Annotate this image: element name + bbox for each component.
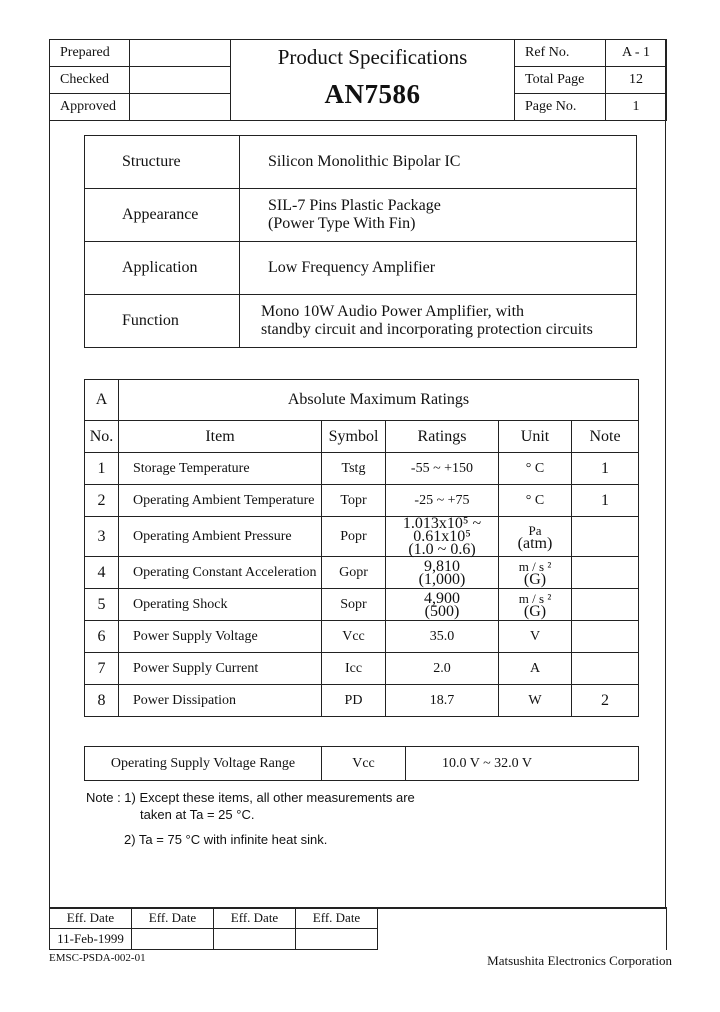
function-label: Function: [85, 295, 240, 348]
rating-line: 9,810: [424, 557, 460, 575]
approved-field: [130, 94, 231, 121]
structure-value: Silicon Monolithic Bipolar IC: [240, 136, 637, 189]
unit-line: Pa: [528, 522, 542, 538]
unit-sub: (atm): [517, 534, 553, 552]
row-note: [572, 589, 639, 621]
rating-sub: (1.0 ~ 0.6): [408, 541, 476, 558]
part-number: AN7586: [324, 79, 421, 109]
row-unit: A: [499, 653, 572, 685]
row-item: Power Supply Voltage: [119, 621, 322, 653]
note-line: 2) Ta = 75 °C with infinite heat sink.: [124, 832, 328, 847]
ratings-title: Absolute Maximum Ratings: [119, 380, 639, 421]
eff-date-label: Eff. Date: [214, 908, 296, 929]
table-row: [85, 557, 639, 589]
spec-row: [85, 136, 637, 189]
prepared-field: [130, 40, 231, 67]
header-table: [49, 39, 667, 121]
range-symbol: Vcc: [322, 747, 406, 781]
row-item: Operating Shock: [119, 589, 322, 621]
row-no: 3: [85, 517, 119, 557]
unit-sub: (G): [523, 570, 547, 588]
row-symbol: Vcc: [322, 621, 386, 653]
ratings-header-row: [85, 421, 639, 453]
row-rating: 2.0: [386, 653, 499, 685]
row-no: 6: [85, 621, 119, 653]
row-rating: 35.0: [386, 621, 499, 653]
note-line: Note : 1) Except these items, all other measurements are: [86, 790, 415, 805]
ref-value: A - 1: [606, 40, 667, 67]
row-note: [572, 517, 639, 557]
ref-label: Ref No.: [515, 40, 606, 67]
row-note: 1: [572, 453, 639, 485]
row-symbol: Topr: [322, 485, 386, 517]
checked-field: [130, 67, 231, 94]
page-no-value: 1: [606, 94, 667, 121]
row-item: Storage Temperature: [119, 453, 322, 485]
total-page-value: 12: [606, 67, 667, 94]
spec-row: [85, 295, 637, 348]
row-item: Operating Constant Acceleration: [119, 557, 322, 589]
row-no: 2: [85, 485, 119, 517]
col-symbol-header: Symbol: [322, 421, 386, 453]
row-no: 5: [85, 589, 119, 621]
structure-label: Structure: [85, 136, 240, 189]
spec-table: [84, 135, 637, 348]
table-row: [85, 517, 639, 557]
ratings-table: [84, 379, 639, 717]
row-note: [572, 557, 639, 589]
page-no-label: Page No.: [515, 94, 606, 121]
eff-date-value: [214, 929, 296, 950]
row-rating: [386, 557, 499, 589]
row-rating: 18.7: [386, 685, 499, 717]
row-item: Operating Ambient Pressure: [119, 517, 322, 557]
col-item-header: Item: [119, 421, 322, 453]
rating-line: 1.013x10⁵ ~ 0.61x10⁵: [402, 515, 482, 545]
eff-date-label: Eff. Date: [296, 908, 378, 929]
doc-code: EMSC-PSDA-002-01: [49, 952, 146, 964]
function-line: standby circuit and incorporating protection circuits: [261, 321, 593, 338]
footer-blank: [378, 908, 667, 950]
row-symbol: Popr: [322, 517, 386, 557]
approved-label: Approved: [50, 94, 130, 121]
row-unit: [499, 589, 572, 621]
rating-sub: (1,000): [418, 570, 466, 588]
row-no: 7: [85, 653, 119, 685]
row-rating: -25 ~ +75: [386, 485, 499, 517]
function-line: Mono 10W Audio Power Amplifier, with: [261, 303, 525, 320]
row-item: Operating Ambient Temperature: [119, 485, 322, 517]
row-unit: ° C: [499, 485, 572, 517]
eff-date-label: Eff. Date: [50, 908, 132, 929]
unit-sub: (G): [523, 602, 547, 620]
doc-title: Product Specifications: [277, 45, 468, 69]
row-symbol: Tstg: [322, 453, 386, 485]
col-ratings-header: Ratings: [386, 421, 499, 453]
note-line: taken at Ta = 25 °C.: [140, 807, 255, 822]
spec-row: [85, 242, 637, 295]
row-note: 2: [572, 685, 639, 717]
table-row: [85, 653, 639, 685]
company-name: Matsushita Electronics Corporation: [487, 953, 672, 968]
row-note: 1: [572, 485, 639, 517]
row-item: Power Supply Current: [119, 653, 322, 685]
row-unit: V: [499, 621, 572, 653]
row-no: 8: [85, 685, 119, 717]
row-item: Power Dissipation: [119, 685, 322, 717]
checked-label: Checked: [50, 67, 130, 94]
title-block: [231, 40, 515, 121]
table-row: [85, 453, 639, 485]
row-symbol: PD: [322, 685, 386, 717]
eff-date-value: [296, 929, 378, 950]
appearance-label: Appearance: [85, 189, 240, 242]
eff-date-label: Eff. Date: [132, 908, 214, 929]
col-note-header: Note: [572, 421, 639, 453]
rating-sub: (500): [424, 602, 460, 620]
row-symbol: Sopr: [322, 589, 386, 621]
row-symbol: Icc: [322, 653, 386, 685]
total-page-label: Total Page: [515, 67, 606, 94]
table-row: [85, 621, 639, 653]
section-letter: A: [85, 380, 119, 421]
row-rating: -55 ~ +150: [386, 453, 499, 485]
table-row: [85, 485, 639, 517]
row-rating: [386, 517, 499, 557]
col-unit-header: Unit: [499, 421, 572, 453]
unit-line: m / s ²: [518, 558, 552, 574]
row-rating: [386, 589, 499, 621]
row-unit: W: [499, 685, 572, 717]
eff-date-table: [49, 907, 667, 950]
rating-line: 4,900: [424, 589, 460, 607]
eff-date-value: 11-Feb-1999: [50, 929, 132, 950]
unit-line: m / s ²: [518, 590, 552, 606]
table-row: [85, 589, 639, 621]
appearance-value: [240, 189, 637, 242]
row-note: [572, 653, 639, 685]
eff-date-value: [132, 929, 214, 950]
spec-row: [85, 189, 637, 242]
col-no-header: No.: [85, 421, 119, 453]
prepared-label: Prepared: [50, 40, 130, 67]
row-unit: [499, 517, 572, 557]
row-unit: ° C: [499, 453, 572, 485]
row-no: 4: [85, 557, 119, 589]
application-label: Application: [85, 242, 240, 295]
table-row: [85, 685, 639, 717]
range-value: 10.0 V ~ 32.0 V: [406, 747, 639, 781]
row-no: 1: [85, 453, 119, 485]
function-value: [240, 295, 637, 348]
appearance-line: (Power Type With Fin): [268, 215, 416, 232]
appearance-line: SIL-7 Pins Plastic Package: [268, 197, 441, 214]
voltage-range-table: [84, 746, 639, 781]
application-value: Low Frequency Amplifier: [240, 242, 637, 295]
row-symbol: Gopr: [322, 557, 386, 589]
row-note: [572, 621, 639, 653]
row-unit: [499, 557, 572, 589]
range-label: Operating Supply Voltage Range: [85, 747, 322, 781]
